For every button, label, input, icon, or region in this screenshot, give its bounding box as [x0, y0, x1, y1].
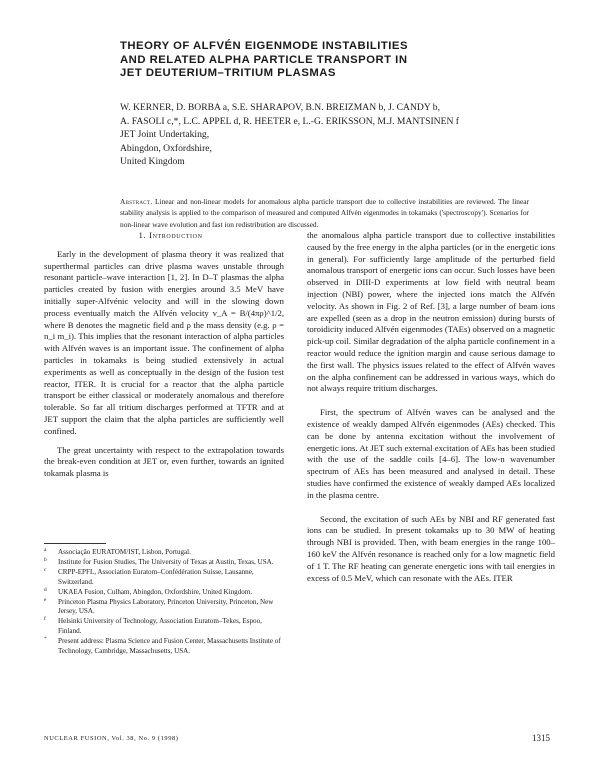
title-line: AND RELATED ALPHA PARTICLE TRANSPORT IN — [120, 53, 408, 66]
footnote-text: Associação EURATOM/IST, Lisbon, Portugal. — [58, 548, 191, 556]
body-paragraph: Second, the excitation of such AEs by NBI and RF generated fast ions can be studied. In present tokamaks up to 30 MW of heating through NBI is provided. Then, with beam energies in the range 100–160 keV the Alfvén resonance is reached only for a low magnetic field of 1 T. The RF heating can generate energetic ions with tail energies in excess of 0.5 MeV, which can resonate with the AEs. ITER — [307, 513, 555, 583]
affiliation-line: Abingdon, Oxfordshire, — [120, 142, 212, 154]
footnote-mark: c — [44, 566, 47, 573]
body-paragraph: the anomalous alpha particle transport due to collective instabilities caused by the free energy in the alpha particles (or in the energetic ions in general). For sufficiently large amplitude of the perturbed field anomalous transport of energetic ions can occur. Such losses have been observed in DIII-D experiments at low field with neutral beam injection (NBI) power, where the injected ions match the Alfvén velocity. As shown in Fig. 2 of Ref. [3], a large number of beam ions are expelled (seen as a drop in the neutron emission) during bursts of toroidicity induced Alfvén eigenmodes (TAEs) observed on a magnetic pick-up coil. Similar degradation of the alpha particle confinement in a reactor would reduce the ignition margin and cause serious damage to the first wall. The physics issues related to the effect of Alfvén waves on the alpha confinement can be addressed in various ways, which do not always require tritium discharges. — [307, 230, 555, 394]
footnote-rule — [44, 543, 106, 544]
author-line: W. KERNER, D. BORBA a, S.E. SHARAPOV, B.N. BREIZMAN b, J. CANDY b, — [120, 102, 441, 113]
title-line: JET DEUTERIUM–TRITIUM PLASMAS — [120, 67, 336, 80]
footnote-mark: a — [44, 547, 47, 553]
footnote — [44, 598, 284, 618]
abstract — [120, 196, 529, 230]
body-paragraph: First, the spectrum of Alfvén waves can be analysed and the existence of weakly damped Alfvén eigenmodes (AEs) checked. This can be done by antenna excitation without the involvement of energetic ions. At JET such external excitation of AEs has been studied with the use of the saddle coils [4–6]. The low-n wavenumber spectrum of AEs has been measured and analysed in detail. These studies have confirmed the existence of weakly damped AEs localized in the plasma centre. — [307, 407, 555, 500]
body-paragraph: Early in the development of plasma theory it was realized that superthermal particles can drive plasma waves unstable through resonant particle–wave interaction [1, 2]. In D–T plasmas the alpha particles created by fusion with energies around 3.5 MeV have initially super-Alfvénic velocity and will in the slowing down process eventually match the Alfvén velocity v_A = B/(4πρ)^1/2, where B denotes the magnetic field and ρ the mass density (e.g. ρ = n_i m_i). This implies that the resonant interaction of alpha particles with Alfvén waves is an important issue. The confinement of alpha particles in tokamaks is being studied extensively in actual experiments as well as conceptually in the design of the fusion test reactor, ITER. It is crucial for a reactor that the alpha particle transport be either classical or moderately anomalous and therefore tolerable. So far all tritium discharges performed at TFTR and at JET support the claim that the alpha particles are sufficiently well confined. — [44, 248, 284, 436]
footnote-text: CRPP-EPFL, Association Euratom–Confédération Suisse, Lausanne, Switzerland. — [58, 567, 254, 586]
footnote — [44, 558, 284, 568]
left-column — [44, 230, 284, 480]
author-line: A. FASOLI c,*, L.C. APPEL d, R. HEETER e, L.-G. ERIKSSON, M.J. MANTSINEN f — [120, 115, 459, 127]
section-heading: 1. Introduction — [138, 230, 203, 240]
footnotes — [44, 548, 284, 657]
footnote-text: Institute for Fusion Studies, The University of Texas at Austin, Texas, USA. — [58, 557, 274, 566]
footnote-mark: b — [44, 556, 47, 563]
footnote-text: Princeton Plasma Physics Laboratory, Princeton University, Princeton, New Jersey, USA. — [58, 597, 274, 616]
footnote-mark: * — [44, 636, 47, 643]
footnote-text: Helsinki University of Technology, Association Euratom–Tekes, Espoo, Finland. — [58, 617, 262, 636]
abstract-text: Linear and non-linear models for anomalous alpha particle transport due to collective instabilities are reviewed. The linear stability analysis is applied to the comparison of measured and computed Alfvén eigenmodes in tokamaks ('spectroscopy'). Scenarios for non-linear wave evolution and fast ion redistribution are discussed. — [120, 197, 529, 229]
footnote — [44, 637, 284, 657]
title-line: THEORY OF ALFVÉN EIGENMODE INSTABILITIES — [120, 40, 409, 52]
footnote-mark: d — [44, 586, 47, 593]
footnote-text: Present address: Plasma Science and Fusion Center, Massachusetts Institute of Technology, Cambridge, Massachusetts, USA. — [58, 637, 281, 656]
body-paragraph: The great uncertainty with respect to the extrapolation towards the break-even condition at JET or, even further, towards an ignited tokamak plasma is — [44, 444, 284, 479]
paper-title — [120, 40, 520, 81]
abstract-label: Abstract. — [120, 197, 153, 206]
footnote-text: UKAEA Fusion, Culham, Abingdon, Oxfordshire, United Kingdom. — [58, 587, 253, 596]
footnote — [44, 568, 284, 588]
footnote-mark: e — [44, 596, 47, 603]
affiliation-line: JET Joint Undertaking, — [120, 129, 210, 140]
footnote-mark: f — [44, 616, 46, 623]
author-block — [120, 101, 530, 169]
journal-citation: NUCLEAR FUSION, Vol. 38, No. 9 (1998) — [44, 735, 179, 742]
right-column — [307, 230, 555, 584]
footnote — [44, 588, 284, 598]
page-number: 1315 — [532, 733, 550, 743]
footnote — [44, 617, 284, 637]
affiliation-line: United Kingdom — [120, 156, 185, 167]
footnote — [44, 548, 284, 558]
